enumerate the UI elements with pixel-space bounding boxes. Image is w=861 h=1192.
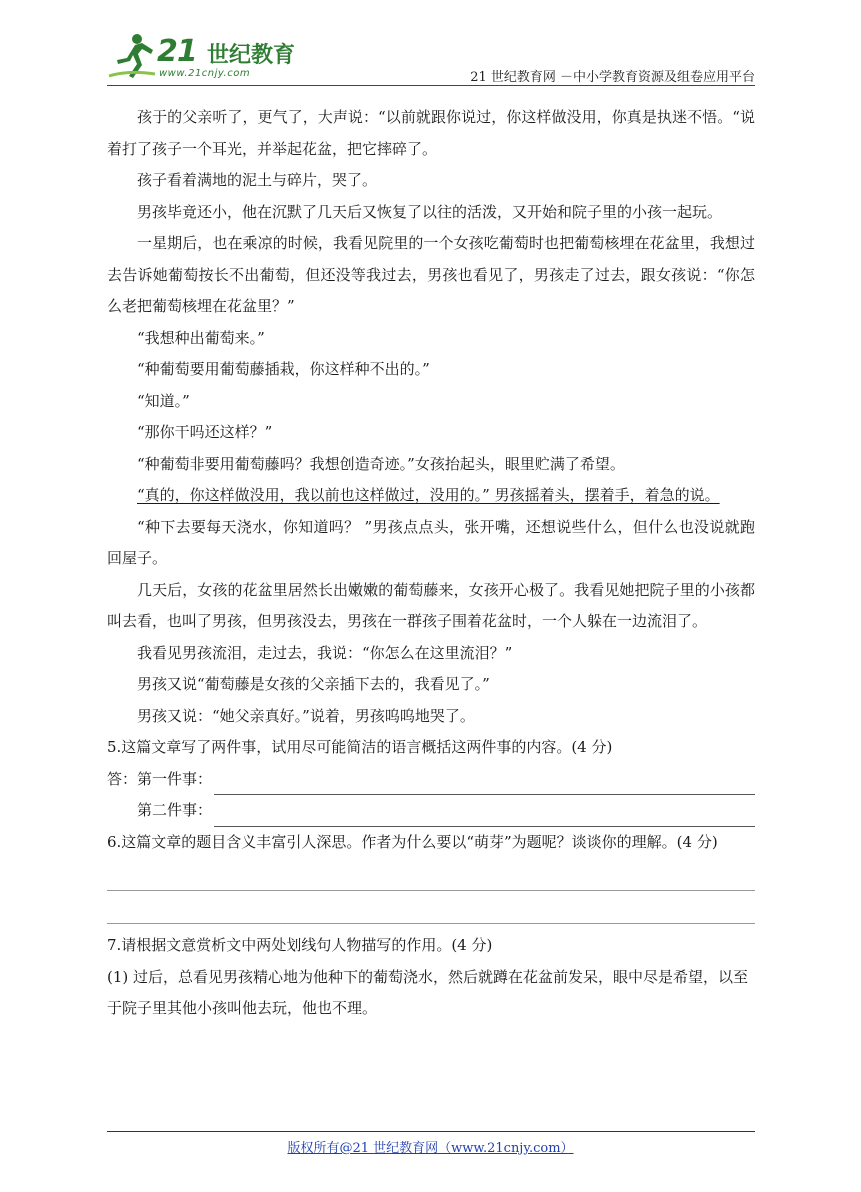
question-7: 7.请根据文意赏析文中两处划线句人物描写的作用。(4 分): [107, 936, 493, 954]
question-6: 6.这篇文章的题目含义丰富引人深思。作者为什么要以“萌芽”为题呢？谈谈你的理解。(4 分): [107, 832, 718, 851]
answer-label-2: 第二件事：: [137, 801, 213, 819]
answer-blank-1[interactable]: [214, 772, 755, 795]
question-5: 5.这篇文章写了两件事，试用尽可能简洁的语言概括这两件事的内容。(4 分): [107, 738, 613, 756]
answer-blank-4[interactable]: [107, 895, 755, 924]
paragraph: 孩子看着满地的泥土与碎片，哭了。: [137, 171, 378, 189]
site-title: 21 世纪教育网 －中小学教育资源及组卷应用平台: [470, 70, 755, 85]
logo-url: www.21cnjy.com: [159, 68, 251, 79]
copyright-link[interactable]: 版权所有@21 世纪教育网（www.21cnjy.com）: [287, 1141, 574, 1156]
runner-logo-icon: [107, 30, 159, 82]
site-logo[interactable]: [107, 28, 307, 84]
footer-divider: [107, 1131, 755, 1132]
paragraph: “那你干吗还这样？”: [137, 423, 273, 441]
paragraph: 我看见男孩流泪，走过去，我说：“你怎么在这里流泪？”: [137, 643, 513, 662]
paragraph: 孩于的父亲听了，更气了，大声说：“以前就跟你说过，你这样做没用，你真是执迷不悟。“说着打了孩子一个耳光，并举起花盆，把它摔碎了。: [107, 108, 755, 158]
header-divider: [107, 85, 755, 86]
paragraph: “种葡萄要用葡萄藤插栽，你这样种不出的。”: [137, 360, 430, 378]
paragraph: “我想种出葡萄来。”: [137, 328, 265, 347]
underlined-sentence: “真的，你这样做没用，我以前也这样做过，没用的。” 男孩摇着头，摆着手，着急的说。: [137, 486, 720, 504]
question-7-part-1: (1) 过后，总看见男孩精心地为他种下的葡萄浇水，然后就蹲在花盆前发呆，眼中尽是希望，以至于院子里其他小孩叫他去玩，他也不理。: [107, 967, 749, 1017]
paragraph: 男孩毕竟还小，他在沉默了几天后又恢复了以往的活泼，又开始和院子里的小孩一起玩。: [137, 202, 723, 221]
paragraph: “种下去要每天浇水，你知道吗？ ”男孩点点头，张开嘴，还想说些什么，但什么也没说就跑回屋子。: [107, 517, 755, 567]
page-header: [107, 28, 755, 84]
answer-blank-3[interactable]: [107, 862, 755, 891]
paragraph: 一星期后，也在乘凉的时候，我看见院里的一个女孩吃葡萄时也把葡萄核埋在花盆里，我想过去告诉她葡萄按长不出葡萄，但还没等我过去，男孩也看见了，男孩走了过去，跟女孩说：“你怎么老把葡萄核埋在花盆里？”: [107, 234, 755, 315]
document-body: [107, 102, 755, 1025]
answer-blank-2[interactable]: [214, 804, 755, 827]
paragraph: 男孩又说：“她父亲真好。”说着，男孩呜呜地哭了。: [137, 706, 475, 725]
answer-label-1: 答：第一件事：: [107, 769, 213, 788]
paragraph: “知道。”: [137, 391, 190, 410]
answer-row-2: [107, 795, 755, 827]
logo-text: 世纪教育: [207, 43, 296, 68]
underlined-paragraph: [107, 480, 755, 512]
paragraph: “种葡萄非要用葡萄藤吗？我想创造奇迹。”女孩抬起头，眼里贮满了希望。: [137, 454, 625, 473]
logo-number: 21: [157, 34, 197, 69]
paragraph: 男孩又说“葡萄藤是女孩的父亲插下去的，我看见了。”: [137, 675, 490, 693]
paragraph: 几天后，女孩的花盆里居然长出嫩嫩的葡萄藤来，女孩开心极了。我看见她把院子里的小孩都叫去看，也叫了男孩，但男孩没去，男孩在一群孩子围着花盆时，一个人躲在一边流泪了。: [107, 580, 755, 630]
answer-row-1: [107, 764, 755, 796]
